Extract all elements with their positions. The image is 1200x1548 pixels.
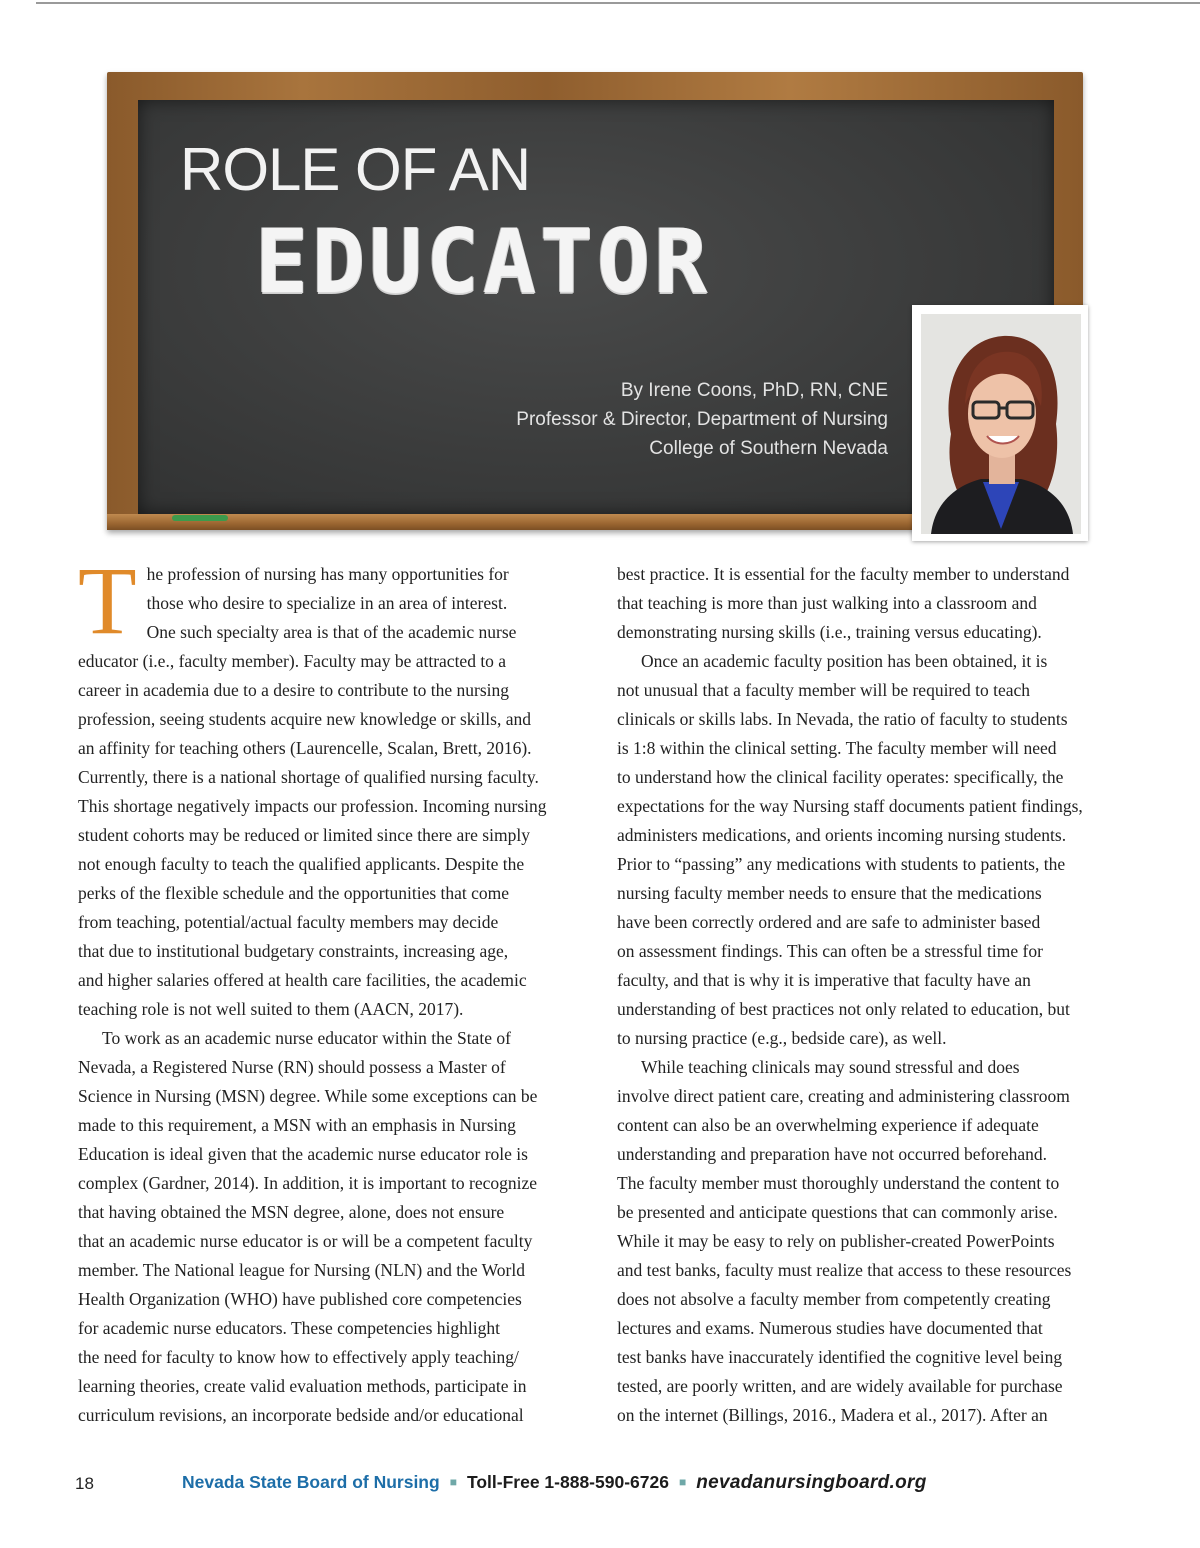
text-line: administers medications, and orients incoming nursing students. bbox=[617, 825, 1067, 845]
footer-phone: Toll-Free 1-888-590-6726 bbox=[466, 1472, 669, 1492]
text-line: To work as an academic nurse educator within the State of bbox=[102, 1028, 511, 1048]
text-line: best practice. It is essential for the faculty member to understand bbox=[617, 564, 1070, 584]
footer bbox=[182, 1472, 1082, 1494]
chalk-stick bbox=[172, 515, 228, 521]
text-line: Nevada, a Registered Nurse (RN) should possess a Master of bbox=[78, 1057, 506, 1077]
text-line: he profession of nursing has many opportunities for bbox=[146, 564, 509, 584]
text-line: the need for faculty to know how to effectively apply teaching/ bbox=[78, 1347, 519, 1367]
text-line: perks of the flexible schedule and the opportunities that come bbox=[78, 883, 510, 903]
page-number: 18 bbox=[75, 1474, 94, 1493]
text-line: demonstrating nursing skills (i.e., training versus educating). bbox=[617, 622, 1042, 642]
text-line: career in academia due to a desire to contribute to the nursing bbox=[78, 680, 510, 700]
text-line: Currently, there is a national shortage of qualified nursing faculty. bbox=[78, 767, 539, 787]
footer-organization: Nevada State Board of Nursing bbox=[182, 1472, 440, 1492]
text-line: expectations for the way Nursing staff documents patient findings, bbox=[617, 796, 1083, 816]
text-line: not unusual that a faculty member will be required to teach bbox=[617, 680, 1031, 700]
footer-website-link[interactable]: nevadanursingboard.org bbox=[696, 1472, 927, 1493]
author-photo bbox=[921, 314, 1081, 534]
text-line: involve direct patient care, creating and administering classroom bbox=[617, 1086, 1070, 1106]
text-line: teaching role is not well suited to them (AACN, 2017). bbox=[78, 999, 464, 1019]
text-line: be presented and anticipate questions that can commonly arise. bbox=[617, 1202, 1058, 1222]
text-line: Once an academic faculty position has been obtained, it is bbox=[641, 651, 1048, 671]
article-title-line2: EDUCATOR bbox=[255, 210, 711, 313]
top-rule bbox=[36, 2, 1200, 4]
text-line: profession, seeing students acquire new knowledge or skills, and bbox=[78, 709, 531, 729]
text-line: lectures and exams. Numerous studies have documented that bbox=[617, 1318, 1043, 1338]
text-line: does not absolve a faculty member from competently creating bbox=[617, 1289, 1051, 1309]
article-column-right bbox=[617, 560, 1127, 1430]
text-line: clinicals or skills labs. In Nevada, the ratio of faculty to students bbox=[617, 709, 1068, 729]
byline-title: Professor & Director, Department of Nursing bbox=[516, 409, 888, 430]
text-line: Science in Nursing (MSN) degree. While some exceptions can be bbox=[78, 1086, 538, 1106]
text-line: The faculty member must thoroughly understand the content to bbox=[617, 1173, 1060, 1193]
text-line: not enough faculty to teach the qualified applicants. Despite the bbox=[78, 854, 525, 874]
text-line: that due to institutional budgetary constraints, increasing age, bbox=[78, 941, 509, 961]
byline-institution: College of Southern Nevada bbox=[649, 438, 888, 459]
text-line: understanding and preparation have not occurred beforehand. bbox=[617, 1144, 1048, 1164]
text-line: to understand how the clinical facility operates: specifically, the bbox=[617, 767, 1064, 787]
text-line: understanding of best practices not only related to education, but bbox=[617, 999, 1070, 1019]
text-line: nursing faculty member needs to ensure that the medications bbox=[617, 883, 1042, 903]
text-line: and higher salaries offered at health care facilities, the academic bbox=[78, 970, 527, 990]
text-line: an affinity for teaching others (Laurencelle, Scalan, Brett, 2016). bbox=[78, 738, 532, 758]
text-line: on assessment findings. This can often be a stressful time for bbox=[617, 941, 1043, 961]
article-title-line1: ROLE OF AN bbox=[180, 136, 531, 203]
text-line: One such specialty area is that of the academic nurse bbox=[146, 622, 517, 642]
text-line: Health Organization (WHO) have published core competencies bbox=[78, 1289, 522, 1309]
text-line: content can also be an overwhelming experience if adequate bbox=[617, 1115, 1039, 1135]
text-line: from teaching, potential/actual faculty members may decide bbox=[78, 912, 499, 932]
text-line: faculty, and that is why it is imperative that faculty have an bbox=[617, 970, 1031, 990]
text-line: on the internet (Billings, 2016., Madera et al., 2017). After an bbox=[617, 1405, 1048, 1425]
footer-separator: ■ bbox=[678, 1475, 687, 1489]
footer-separator: ■ bbox=[449, 1475, 457, 1489]
text-line: to nursing practice (e.g., bedside care), as well. bbox=[617, 1028, 947, 1048]
text-line: those who desire to specialize in an area of interest. bbox=[146, 593, 508, 613]
text-line: that having obtained the MSN degree, alone, does not ensure bbox=[78, 1202, 505, 1222]
text-line: complex (Gardner, 2014). In addition, it is important to recognize bbox=[78, 1173, 538, 1193]
text-line: and test banks, faculty must realize that access to these resources bbox=[617, 1260, 1072, 1280]
author-portrait bbox=[921, 314, 1081, 534]
text-line: student cohorts may be reduced or limited since there are simply bbox=[78, 825, 530, 845]
text-line: This shortage negatively impacts our profession. Incoming nursing bbox=[78, 796, 547, 816]
text-line: tested, are poorly written, and are widely available for purchase bbox=[617, 1376, 1063, 1396]
article-column-left bbox=[78, 547, 583, 1430]
text-line: learning theories, create valid evaluation methods, participate in bbox=[78, 1376, 527, 1396]
text-line: Prior to “passing” any medications with students to patients, the bbox=[617, 854, 1066, 874]
byline-author: By Irene Coons, PhD, RN, CNE bbox=[620, 380, 888, 401]
text-line: member. The National league for Nursing (NLN) and the World bbox=[78, 1260, 525, 1280]
text-line: curriculum revisions, an incorporate bedside and/or educational bbox=[78, 1405, 524, 1425]
text-line: test banks have inaccurately identified the cognitive level being bbox=[617, 1347, 1063, 1367]
text-line: made to this requirement, a MSN with an emphasis in Nursing bbox=[78, 1115, 516, 1135]
text-line: is 1:8 within the clinical setting. The faculty member will need bbox=[617, 738, 1057, 758]
text-line: have been correctly ordered and are safe to administer based bbox=[617, 912, 1041, 932]
text-line: that an academic nurse educator is or will be a competent faculty bbox=[78, 1231, 533, 1251]
text-line: educator (i.e., faculty member). Faculty may be attracted to a bbox=[78, 651, 507, 671]
text-line: for academic nurse educators. These competencies highlight bbox=[78, 1318, 500, 1338]
text-line: that teaching is more than just walking into a classroom and bbox=[617, 593, 1037, 613]
byline bbox=[420, 376, 888, 463]
text-line: While teaching clinicals may sound stressful and does bbox=[641, 1057, 1020, 1077]
drop-cap: T bbox=[78, 547, 137, 654]
text-line: Education is ideal given that the academic nurse educator role is bbox=[78, 1144, 528, 1164]
text-line: While it may be easy to rely on publisher-created PowerPoints bbox=[617, 1231, 1055, 1251]
